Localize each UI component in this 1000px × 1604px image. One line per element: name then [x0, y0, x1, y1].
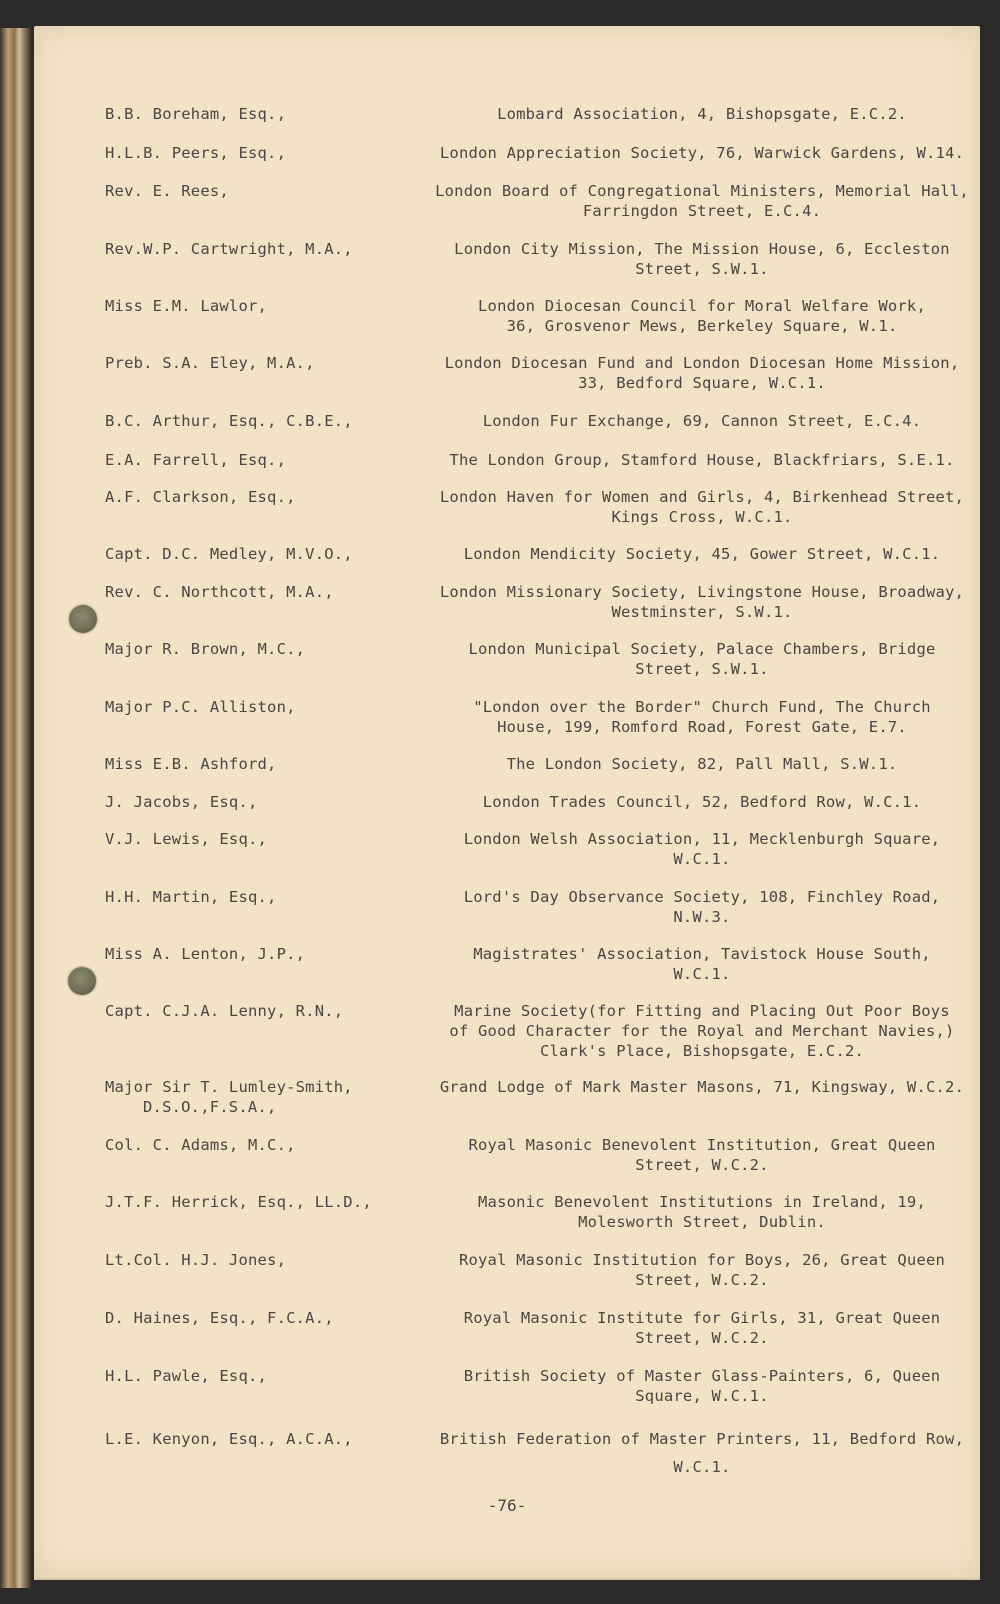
representative-name — [105, 143, 425, 163]
organisation-line: Street, S.W.1. — [635, 660, 769, 678]
organisation-line: Molesworth Street, Dublin. — [578, 1213, 826, 1231]
organisation-address — [422, 104, 982, 124]
organisation-line: Lord's Day Observance Society, 108, Finchley Road, — [463, 888, 941, 906]
name-line: Major Sir T. Lumley-Smith, — [105, 1078, 353, 1096]
representative-name — [105, 1001, 425, 1021]
name-line: L.E. Kenyon, Esq., A.C.A., — [105, 1430, 353, 1448]
organisation-address — [422, 697, 982, 737]
name-line: Rev. C. Northcott, M.A., — [105, 583, 334, 601]
organisation-line: Royal Masonic Institution for Boys, 26, Great Queen — [458, 1251, 946, 1269]
representative-name — [105, 887, 425, 907]
organisation-address — [422, 944, 982, 984]
organisation-line: "London over the Border" Church Fund, The Church — [473, 698, 931, 716]
organisation-line: London Missionary Society, Livingstone House, Broadway, — [439, 583, 965, 601]
document-page — [34, 26, 980, 1578]
representative-name — [105, 544, 425, 564]
organisation-line: W.C.1. — [673, 965, 731, 983]
organisation-line: W.C.1. — [673, 850, 731, 868]
organisation-line: Royal Masonic Benevolent Institution, Great Queen — [468, 1136, 936, 1154]
organisation-address — [422, 792, 982, 812]
representative-name — [105, 792, 425, 812]
organisation-line: Square, W.C.1. — [635, 1387, 769, 1405]
organisation-line: Marine Society(for Fitting and Placing Out Poor Boys — [454, 1002, 950, 1020]
name-line: H.L.B. Peers, Esq., — [105, 144, 287, 162]
name-line: Capt. C.J.A. Lenny, R.N., — [105, 1002, 344, 1020]
organisation-address — [422, 1366, 982, 1406]
organisation-line: Westminster, S.W.1. — [611, 603, 793, 621]
organisation-line: House, 199, Romford Road, Forest Gate, E.7. — [497, 718, 907, 736]
representative-name — [105, 1429, 425, 1449]
organisation-address — [422, 353, 982, 393]
representative-name — [105, 296, 425, 316]
organisation-address — [422, 296, 982, 336]
name-line: J.T.F. Herrick, Esq., LL.D., — [105, 1193, 372, 1211]
organisation-line: London Board of Congregational Ministers, Memorial Hall, — [435, 182, 969, 200]
organisation-address — [422, 450, 982, 470]
page-number: -76- — [487, 1496, 527, 1515]
organisation-line: N.W.3. — [673, 908, 731, 926]
name-line: H.H. Martin, Esq., — [105, 888, 277, 906]
name-line: Major P.C. Alliston, — [105, 698, 296, 716]
representative-name — [105, 1308, 425, 1328]
organisation-address — [422, 1077, 982, 1097]
organisation-line: Lombard Association, 4, Bishopsgate, E.C.2. — [497, 105, 907, 123]
organisation-line: London Municipal Society, Palace Chambers, Bridge — [468, 640, 936, 658]
organisation-line: London Appreciation Society, 76, Warwick Gardens, W.14. — [439, 144, 965, 162]
organisation-address — [422, 411, 982, 431]
name-line: Capt. D.C. Medley, M.V.O., — [105, 545, 353, 563]
representative-name — [105, 582, 425, 602]
representative-name — [105, 639, 425, 659]
organisation-line: London Trades Council, 52, Bedford Row, W.C.1. — [482, 793, 922, 811]
name-line: Lt.Col. H.J. Jones, — [105, 1251, 287, 1269]
representative-name — [105, 697, 425, 717]
organisation-line: Royal Masonic Institute for Girls, 31, Great Queen — [463, 1309, 941, 1327]
representative-name — [105, 487, 425, 507]
representative-name — [105, 829, 425, 849]
organisation-address — [422, 582, 982, 622]
organisation-line: Clark's Place, Bishopsgate, E.C.2. — [539, 1042, 865, 1060]
name-line: B.B. Boreham, Esq., — [105, 105, 287, 123]
organisation-address — [422, 1135, 982, 1175]
organisation-line: Street, W.C.2. — [635, 1329, 769, 1347]
name-line: E.A. Farrell, Esq., — [105, 451, 287, 469]
organisation-address — [422, 829, 982, 869]
name-line: Col. C. Adams, M.C., — [105, 1136, 296, 1154]
name-line: H.L. Pawle, Esq., — [105, 1367, 268, 1385]
organisation-address — [422, 239, 982, 279]
representative-name — [105, 239, 425, 259]
book-binding — [0, 28, 32, 1588]
organisation-line: Street, W.C.2. — [635, 1156, 769, 1174]
name-line: Rev.W.P. Cartwright, M.A., — [105, 240, 353, 258]
organisation-line: The London Group, Stamford House, Blackfriars, S.E.1. — [449, 451, 955, 469]
name-line: Miss E.B. Ashford, — [105, 755, 277, 773]
organisation-line: The London Society, 82, Pall Mall, S.W.1. — [506, 755, 898, 773]
representative-name — [105, 104, 425, 124]
representative-name — [105, 1077, 425, 1117]
organisation-line: London Mendicity Society, 45, Gower Street, W.C.1. — [463, 545, 941, 563]
representative-name — [105, 353, 425, 373]
organisation-line: W.C.1. — [673, 1458, 731, 1476]
representative-name — [105, 411, 425, 431]
organisation-line: of Good Character for the Royal and Merchant Navies,) — [449, 1022, 955, 1040]
name-line: A.F. Clarkson, Esq., — [105, 488, 296, 506]
organisation-line: Magistrates' Association, Tavistock House South, — [473, 945, 931, 963]
organisation-address — [422, 1192, 982, 1232]
name-line: Miss E.M. Lawlor, — [105, 297, 268, 315]
organisation-line: Grand Lodge of Mark Master Masons, 71, Kingsway, W.C.2. — [439, 1078, 965, 1096]
representative-name — [105, 1135, 425, 1155]
organisation-address — [422, 1001, 982, 1061]
organisation-address — [422, 143, 982, 163]
organisation-line: London Diocesan Council for Moral Welfare Work, — [478, 297, 926, 315]
name-line: V.J. Lewis, Esq., — [105, 830, 268, 848]
organisation-address — [422, 754, 982, 774]
organisation-address — [422, 639, 982, 679]
name-line: D. Haines, Esq., F.C.A., — [105, 1309, 334, 1327]
organisation-line: London Diocesan Fund and London Diocesan Home Mission, — [444, 354, 960, 372]
organisation-line: London Fur Exchange, 69, Cannon Street, E.C.4. — [482, 412, 922, 430]
organisation-line: 36, Grosvenor Mews, Berkeley Square, W.1. — [506, 317, 898, 335]
organisation-address — [422, 1429, 982, 1477]
name-line: Major R. Brown, M.C., — [105, 640, 306, 658]
organisation-line: Farringdon Street, E.C.4. — [582, 202, 822, 220]
organisation-line: Masonic Benevolent Institutions in Ireland, 19, — [478, 1193, 926, 1211]
representative-name — [105, 181, 425, 201]
organisation-line: Kings Cross, W.C.1. — [611, 508, 793, 526]
representative-name — [105, 1366, 425, 1386]
organisation-line: London City Mission, The Mission House, 6, Eccleston — [454, 240, 950, 258]
representative-name — [105, 1192, 425, 1212]
organisation-address — [422, 544, 982, 564]
representative-name — [105, 1250, 425, 1270]
representative-name — [105, 450, 425, 470]
organisation-line: London Welsh Association, 11, Mecklenburgh Square, — [463, 830, 941, 848]
organisation-address — [422, 1308, 982, 1348]
organisation-address — [422, 487, 982, 527]
name-line: Rev. E. Rees, — [105, 182, 229, 200]
organisation-line: British Federation of Master Printers, 11, Bedford Row, — [439, 1430, 965, 1448]
punch-hole — [69, 605, 97, 633]
organisation-address — [422, 181, 982, 221]
punch-hole — [68, 967, 96, 995]
organisation-line: London Haven for Women and Girls, 4, Birkenhead Street, — [439, 488, 965, 506]
organisation-line: British Society of Master Glass-Painters, 6, Queen — [463, 1367, 941, 1385]
name-line: Preb. S.A. Eley, M.A., — [105, 354, 315, 372]
organisation-line: Street, S.W.1. — [635, 260, 769, 278]
organisation-address — [422, 1250, 982, 1290]
representative-name — [105, 754, 425, 774]
organisation-address — [422, 887, 982, 927]
organisation-line: 33, Bedford Square, W.C.1. — [578, 374, 826, 392]
organisation-line: Street, W.C.2. — [635, 1271, 769, 1289]
name-line: Miss A. Lenton, J.P., — [105, 945, 306, 963]
representative-name — [105, 944, 425, 964]
name-line: B.C. Arthur, Esq., C.B.E., — [105, 412, 353, 430]
name-line: J. Jacobs, Esq., — [105, 793, 258, 811]
name-line: D.S.O.,F.S.A., — [143, 1098, 277, 1116]
